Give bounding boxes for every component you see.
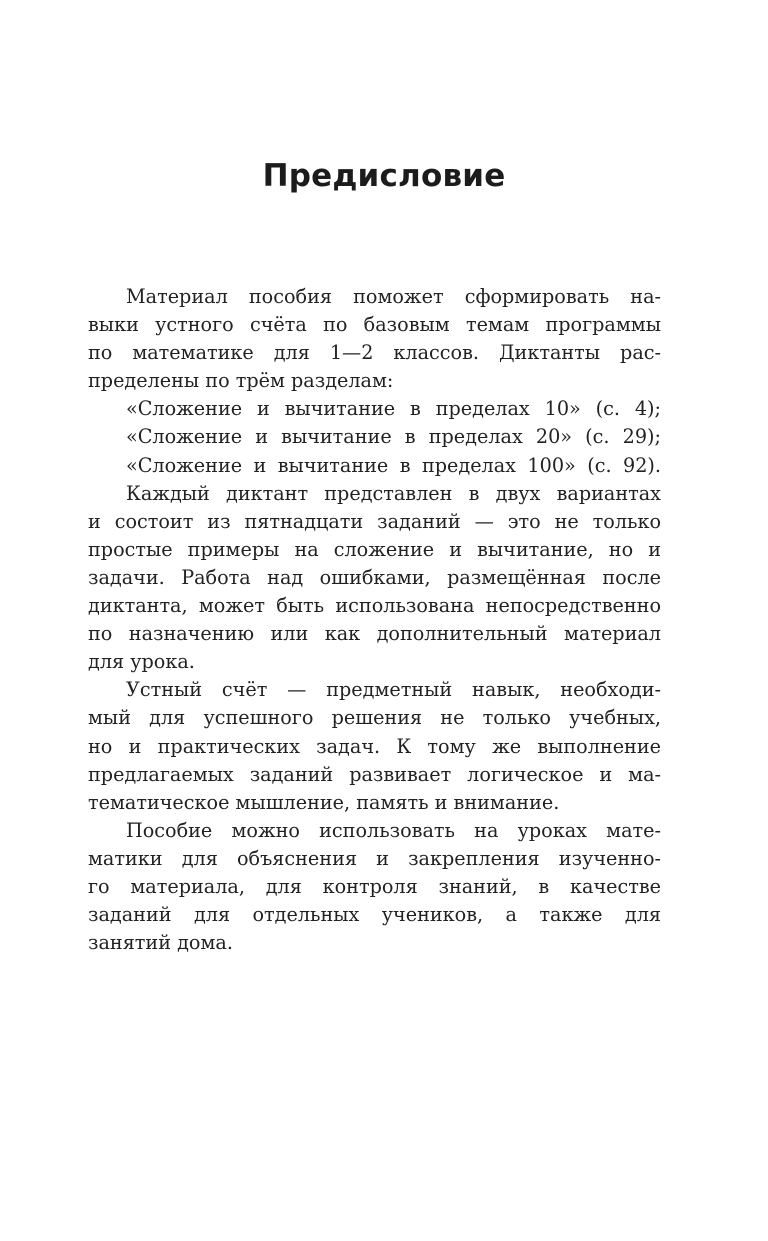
text-line: диктанта, может быть использована непосредственно [88, 594, 661, 618]
text-line: Пособие можно использовать на уроках мате- [126, 818, 661, 842]
page-title: Предисловие [262, 158, 506, 194]
text-line: мый для успешного решения не только учебных, [88, 706, 661, 730]
text-line: по математике для 1—2 классов. Диктанты рас- [88, 341, 661, 365]
text-line: матики для объяснения и закрепления изученно- [88, 846, 661, 870]
text-line: заданий для отдельных учеников, а также для [88, 903, 661, 927]
text-line: «Сложение и вычитание в пределах 100» (с. 92). [126, 453, 661, 477]
text-line: тематическое мышление, память и внимание. [88, 790, 560, 814]
text-line: простые примеры на сложение и вычитание, но и [88, 537, 661, 561]
text-line: «Сложение и вычитание в пределах 20» (с. 29); [126, 425, 661, 449]
text-line: «Сложение и вычитание в пределах 10» (с. 4); [126, 397, 661, 421]
text-line: го материала, для контроля знаний, в качестве [88, 874, 661, 898]
text-line: пределены по трём разделам: [88, 369, 394, 393]
text-line: занятий дома. [88, 931, 233, 955]
text-line: выки устного счёта по базовым темам программы [88, 313, 661, 337]
text-line: предлагаемых заданий развивает логическое и ма- [88, 762, 661, 786]
text-line: для урока. [88, 650, 195, 674]
preface-text [88, 283, 661, 957]
text-line: но и практических задач. К тому же выполнение [88, 734, 661, 758]
text-line: Устный счёт — предметный навык, необходи- [126, 678, 661, 702]
text-line: Материал пособия поможет сформировать на- [126, 285, 661, 308]
text-line: по назначению или как дополнительный материал [88, 622, 661, 646]
text-line: задачи. Работа над ошибками, размещённая после [88, 565, 661, 589]
text-line: и состоит из пятнадцати заданий — это не только [88, 509, 661, 533]
text-line: Каждый диктант представлен в двух вариантах [126, 481, 661, 505]
